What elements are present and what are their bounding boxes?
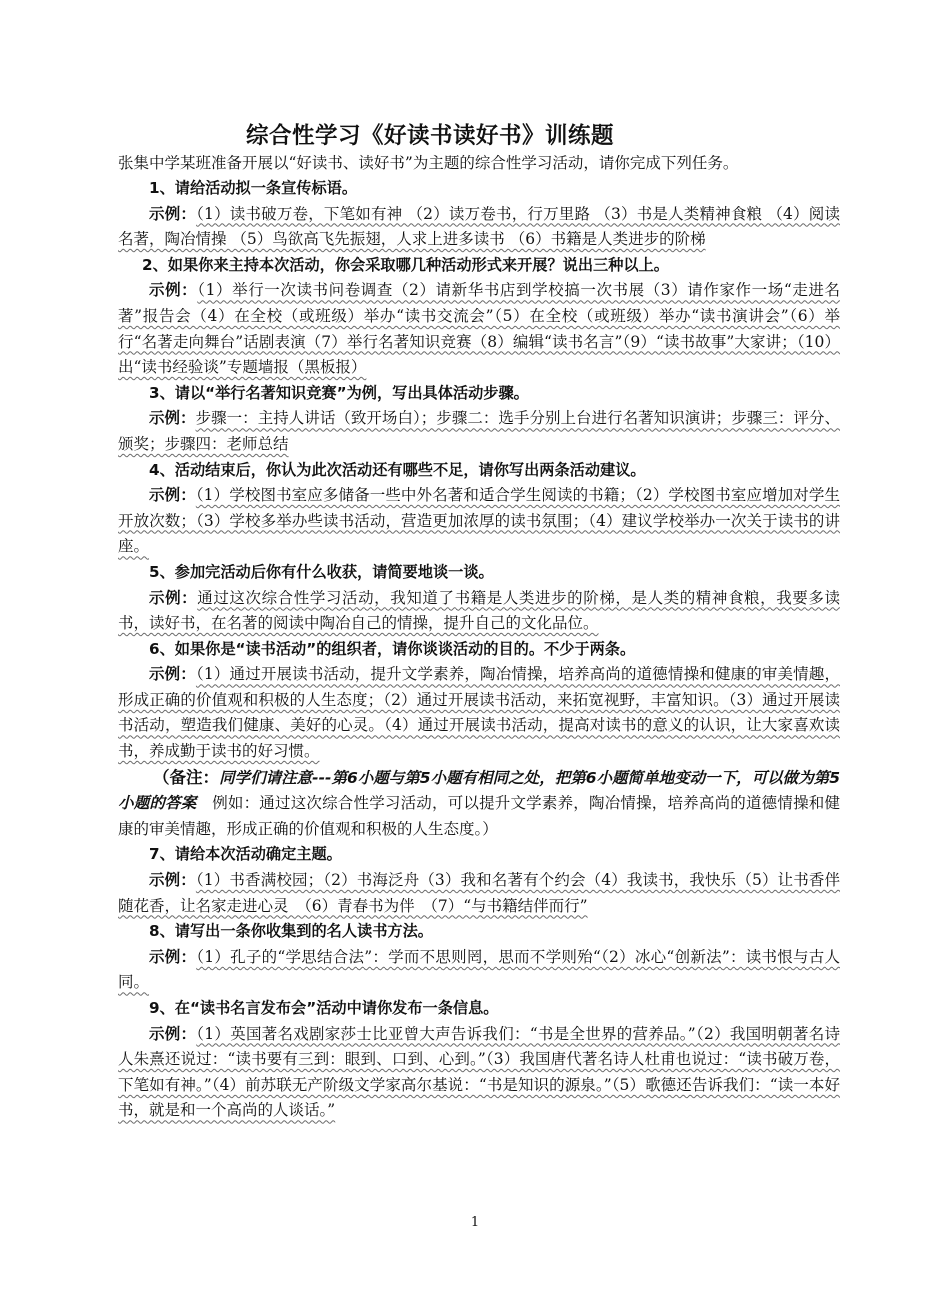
intro-paragraph: 张集中学某班准备开展以“好读书、读好书”为主题的综合性学习活动，请你完成下列任务。 — [118, 154, 739, 172]
answer-9 — [118, 1022, 840, 1124]
question-9: 9、在“读书名言发布会”活动中请你发布一条信息。 — [149, 999, 499, 1017]
answer-text: （1）书香满校园；（2）书海泛舟（3）我和名著有个约会（4）我读书，我快乐（5）让书香伴随花香，让名家走进心灵 （6）青春书为伴 （7）“与书籍结伴而行” — [118, 871, 840, 915]
question-5: 5、参加完活动后你有什么收获，请简要地谈一谈。 — [149, 562, 494, 581]
questions-body — [118, 176, 840, 1124]
note-paragraph — [118, 765, 840, 843]
answer-text: （1）举行一次读书问卷调查（2）请新华书店到学校搞一次书展（3）请作家作一场“走进名著”报告会（4）在全校（或班级）举办“读书交流会”（5）在全校（或班级）举办“读书演讲会”（6）举行“名著走向舞台”话剧表演（7）举行名著知识竞赛（8）编辑“读书名言”（9）“读书故事”大家讲；（10）出“读书经验谈”专题墙报（黑板报） — [118, 281, 840, 377]
answer-7 — [118, 868, 840, 919]
note-colon: ： — [202, 767, 220, 787]
question-4: 4、活动结束后，你认为此次活动还有哪些不足，请你写出两条活动建议。 — [149, 460, 646, 479]
question-3: 3、请以“举行名著知识竞赛”为例，写出具体活动步骤。 — [149, 383, 529, 402]
answer-4 — [118, 483, 840, 560]
answer-label: 示例： — [149, 409, 196, 428]
answer-8 — [118, 945, 840, 996]
answer-label: 示例： — [149, 871, 196, 890]
question-6: 6、如果你是“读书活动”的组织者，请你谈谈活动的目的。不少于两条。 — [149, 639, 636, 658]
note-open: （备注 — [153, 767, 203, 787]
note-rest: 例如：通过这次综合性学习活动，可以提升文学素养，陶冶情操，培养高尚的道德情操和健康的审美情趣，形成正确的价值观和积极的人生态度。） — [118, 794, 840, 838]
question-1: 1、请给活动拟一条宣传标语。 — [149, 179, 358, 197]
answer-text: （1）孔子的“学思结合法”：学而不思则罔，思而不学则殆“（2）冰心“创新法”：读书恨与古人同。 — [118, 947, 840, 992]
answer-label: 示例： — [149, 1024, 197, 1043]
answer-label: 示例： — [149, 204, 197, 223]
question-7: 7、请给本次活动确定主题。 — [149, 845, 342, 864]
document-title-text: 综合性学习《好读书读好书》训练题 — [245, 123, 614, 149]
answer-text: （1）读书破万卷，下笔如有神 （2）读万卷书，行万里路 （3）书是人类精神食粮 （4）阅读名著，陶冶情操 （5）鸟欲高飞先振翅，人求上进多读书 （6）书籍是人类进步的阶梯 — [118, 204, 840, 249]
question-8: 8、请写出一条你收集到的名人读书方法。 — [149, 922, 433, 941]
answer-label: 示例： — [149, 665, 196, 684]
answer-text: 步骤一：主持人讲话（致开场白）；步骤二：选手分别上台进行名著知识演讲；步骤三：评分、颁奖；步骤四：老师总结 — [118, 409, 840, 453]
note-emphasis: 同学们请注意---第6小题与第5小题有相同之处，把第6小题简单地变动一下，可以做为第5小题的答案 — [118, 768, 841, 813]
answer-label: 示例： — [149, 947, 197, 966]
page-number: 1 — [470, 1215, 480, 1230]
question-2: 2、如果你来主持本次活动，你会采取哪几种活动形式来开展？说出三种以上。 — [142, 255, 669, 274]
document-title — [0, 118, 950, 150]
answer-text: （1）学校图书室应多储备一些中外名著和适合学生阅读的书籍；（2）学校图书室应增加对学生开放次数；（3）学校多举办些读书活动，营造更加浓厚的读书氛围；（4）建议学校举办一次关于读书的讲座。 — [118, 486, 840, 556]
answer-3 — [118, 406, 840, 457]
answer-1 — [118, 202, 840, 253]
answer-text: （1）英国著名戏剧家莎士比亚曾大声告诉我们：“书是全世界的营养品。”（2）我国明朝著名诗人朱熹还说过：“读书要有三到：眼到、口到、心到。”（3）我国唐代著名诗人杜甫也说过：“读书破万卷，下笔如有神。”（4）前苏联无产阶级文学家高尔基说：“书是知识的源泉。”（5）歌德还告诉我们：“读一本好书，就是和一个高尚的人谈话。” — [118, 1024, 840, 1120]
answer-5 — [118, 586, 840, 637]
answer-6 — [118, 662, 840, 764]
answer-text: 通过这次综合性学习活动，我知道了书籍是人类进步的阶梯，是人类的精神食粮，我要多读书，读好书，在名著的阅读中陶冶自己的情操，提升自己的文化品位。 — [118, 588, 840, 633]
answer-2 — [118, 278, 840, 380]
answer-label: 示例： — [149, 486, 196, 505]
answer-label: 示例： — [149, 588, 198, 607]
answer-label: 示例： — [149, 281, 198, 300]
answer-text: （1）通过开展读书活动，提升文学素养，陶冶情操，培养高尚的道德情操和健康的审美情趣，形成正确的价值观和积极的人生态度；（2）通过开展读书活动，来拓宽视野，丰富知识。（3）通过开展读书活动，塑造我们健康、美好的心灵。（4）通过开展读书活动，提高对读书的意义的认识，让大家喜欢读书，养成勤于读书的好习惯。 — [118, 665, 840, 761]
